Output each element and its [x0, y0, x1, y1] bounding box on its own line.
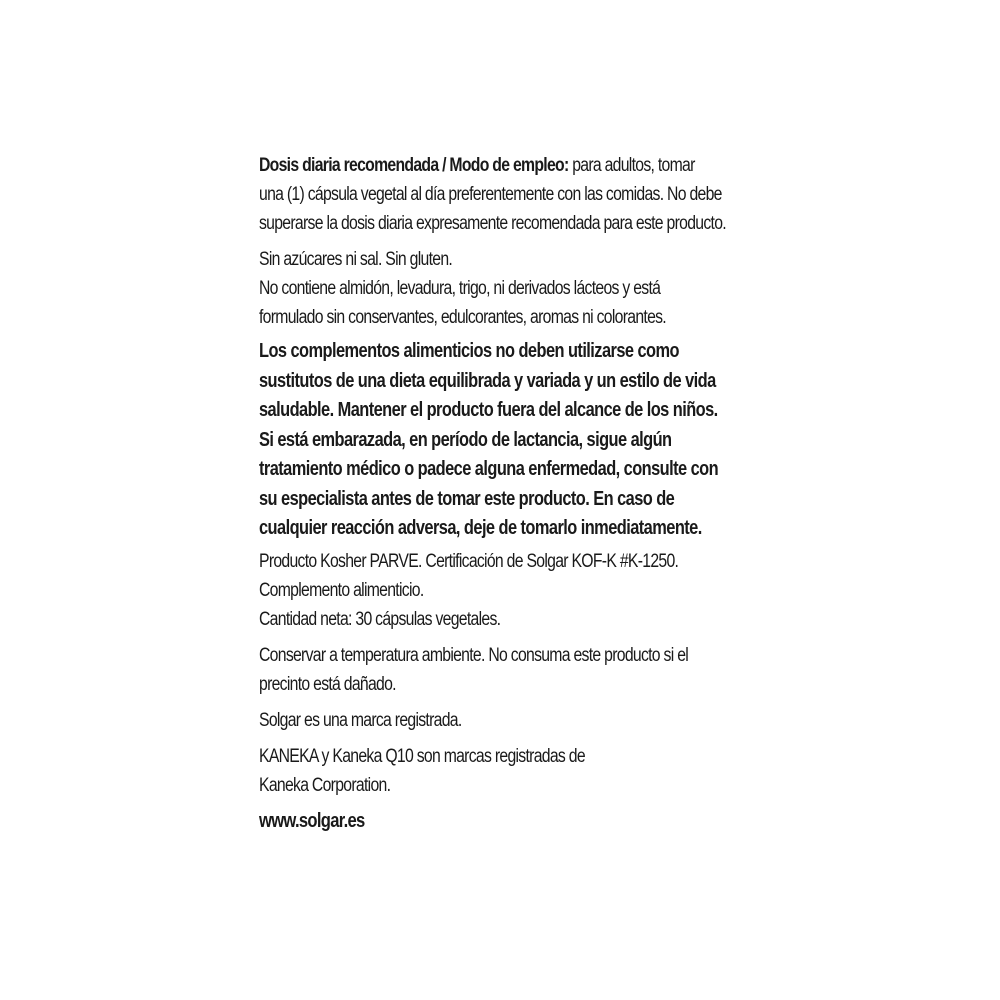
storage-text-line: Conservar a temperatura ambiente. No consuma este producto si el [259, 644, 689, 666]
dosage-text-line: para adultos, tomar [568, 155, 695, 176]
dosage-heading: Dosis diaria recomendada / Modo de empleo: [259, 155, 569, 176]
warning-text-line: cualquier reacción adversa, deje de tomarlo inmediatamente. [259, 516, 702, 539]
storage-text-line: precinto está dañado. [259, 673, 396, 695]
website-url: www.solgar.es [259, 809, 365, 832]
dosage-first-line [259, 151, 695, 180]
warning-text-line: tratamiento médico o padece alguna enfermedad, consulte con [259, 457, 719, 480]
product-info-line: Cantidad neta: 30 cápsulas vegetales. [259, 608, 501, 630]
composition-section [259, 245, 759, 332]
warning-text-line: saludable. Mantener el producto fuera del alcance de los niños. [259, 398, 718, 421]
product-info-line: Complemento alimenticio. [259, 579, 424, 601]
solgar-trademark-note: Solgar es una marca registrada. [259, 709, 462, 731]
warning-text-line: Si está embarazada, en período de lactancia, sigue algún [259, 427, 672, 451]
warning-text-line: su especialista antes de tomar este producto. En caso de [259, 486, 675, 510]
product-info-line: Producto Kosher PARVE. Certificación de Solgar KOF-K #K-1250. [259, 550, 679, 572]
solgar-trademark-section [259, 706, 759, 735]
warning-text-line: sustitutos de una dieta equilibrada y variada y un estilo de vida [259, 368, 716, 392]
kaneka-trademark-section [259, 742, 759, 800]
kaneka-trademark-line: KANEKA y Kaneka Q10 son marcas registradas de [259, 745, 585, 767]
composition-text-line: No contiene almidón, levadura, trigo, ni derivados lácteos y está [259, 278, 661, 299]
dosage-text-line: una (1) cápsula vegetal al día preferentemente con las comidas. No debe [259, 184, 722, 205]
supplement-label-text [259, 151, 759, 836]
storage-section [259, 641, 759, 699]
composition-text-line: formulado sin conservantes, edulcorantes, aromas ni colorantes. [259, 307, 666, 328]
composition-text-line: Sin azúcares ni sal. Sin gluten. [259, 249, 453, 270]
dosage-text-line: superarse la dosis diaria expresamente recomendada para este producto. [259, 213, 726, 234]
kaneka-trademark-line: Kaneka Corporation. [259, 774, 391, 796]
dosage-section [259, 151, 759, 238]
website-section [259, 807, 759, 836]
warning-section [259, 336, 759, 543]
product-info-section [259, 547, 759, 634]
warning-text-line: Los complementos alimenticios no deben utilizarse como [259, 339, 679, 362]
